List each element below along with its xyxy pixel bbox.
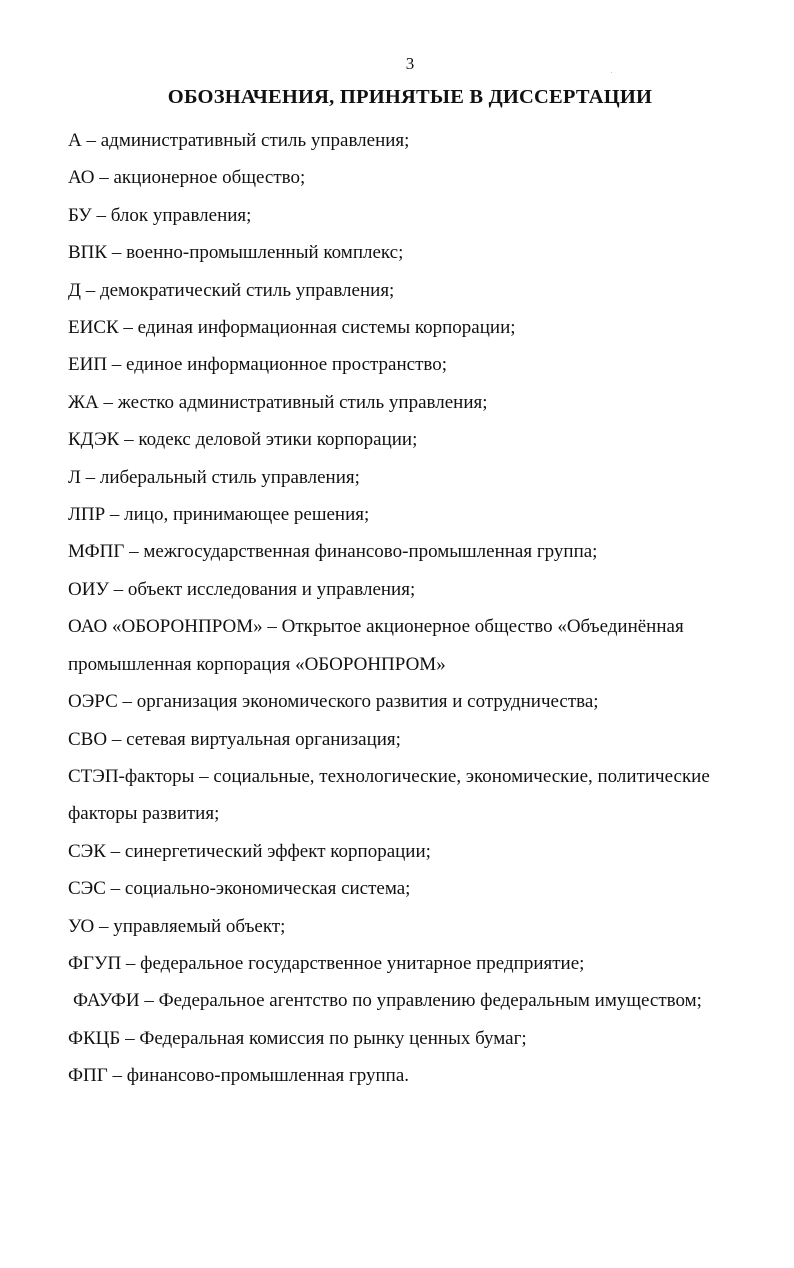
page-title: ОБОЗНАЧЕНИЯ, ПРИНЯТЫЕ В ДИССЕРТАЦИИ bbox=[167, 86, 653, 108]
list-item: СТЭП-факторы – социальные, технологические, экономические, политические bbox=[68, 765, 710, 787]
list-item: Д – демократический стиль управления; bbox=[68, 279, 395, 301]
list-item: ФГУП – федеральное государственное унитарное предприятие; bbox=[68, 952, 585, 974]
list-item: ФПГ – финансово-промышленная группа. bbox=[68, 1065, 410, 1087]
list-item: ВПК – военно-промышленный комплекс; bbox=[68, 242, 404, 264]
list-item: ЕИСК – единая информационная системы корпорации; bbox=[68, 317, 516, 339]
page-number: 3 bbox=[405, 54, 415, 73]
list-item: СЭС – социально-экономическая система; bbox=[68, 878, 411, 900]
list-item: ФАУФИ – Федеральное агентство по управлению федеральным имуществом; bbox=[73, 990, 702, 1012]
list-item: СВО – сетевая виртуальная организация; bbox=[68, 728, 401, 750]
list-item: АО – акционерное общество; bbox=[68, 167, 306, 189]
list-item: ФКЦБ – Федеральная комиссия по рынку ценных бумаг; bbox=[68, 1027, 527, 1049]
list-item: КДЭК – кодекс деловой этики корпорации; bbox=[68, 429, 418, 451]
list-item: ОАО «ОБОРОНПРОМ» – Открытое акционерное общество «Объединённая bbox=[68, 616, 684, 638]
list-item: Л – либеральный стиль управления; bbox=[68, 466, 360, 488]
list-item-continuation: факторы развития; bbox=[68, 803, 220, 825]
list-item: УО – управляемый объект; bbox=[68, 915, 286, 937]
list-item: А – административный стиль управления; bbox=[68, 130, 410, 151]
list-item: БУ – блок управления; bbox=[68, 204, 252, 226]
list-item-continuation: промышленная корпорация «ОБОРОНПРОМ» bbox=[68, 653, 446, 675]
list-item: ОИУ – объект исследования и управления; bbox=[68, 578, 416, 600]
list-item: МФПГ – межгосударственная финансово-промышленная группа; bbox=[68, 541, 598, 563]
list-item: ЕИП – единое информационное пространство; bbox=[68, 354, 447, 376]
abbreviation-list bbox=[68, 122, 768, 1095]
list-item: ЖА – жестко административный стиль управления; bbox=[68, 391, 488, 413]
list-item: ОЭРС – организация экономического развития и сотрудничества; bbox=[68, 691, 599, 713]
list-item: ЛПР – лицо, принимающее решения; bbox=[68, 504, 370, 526]
list-item: СЭК – синергетический эффект корпорации; bbox=[68, 840, 431, 862]
